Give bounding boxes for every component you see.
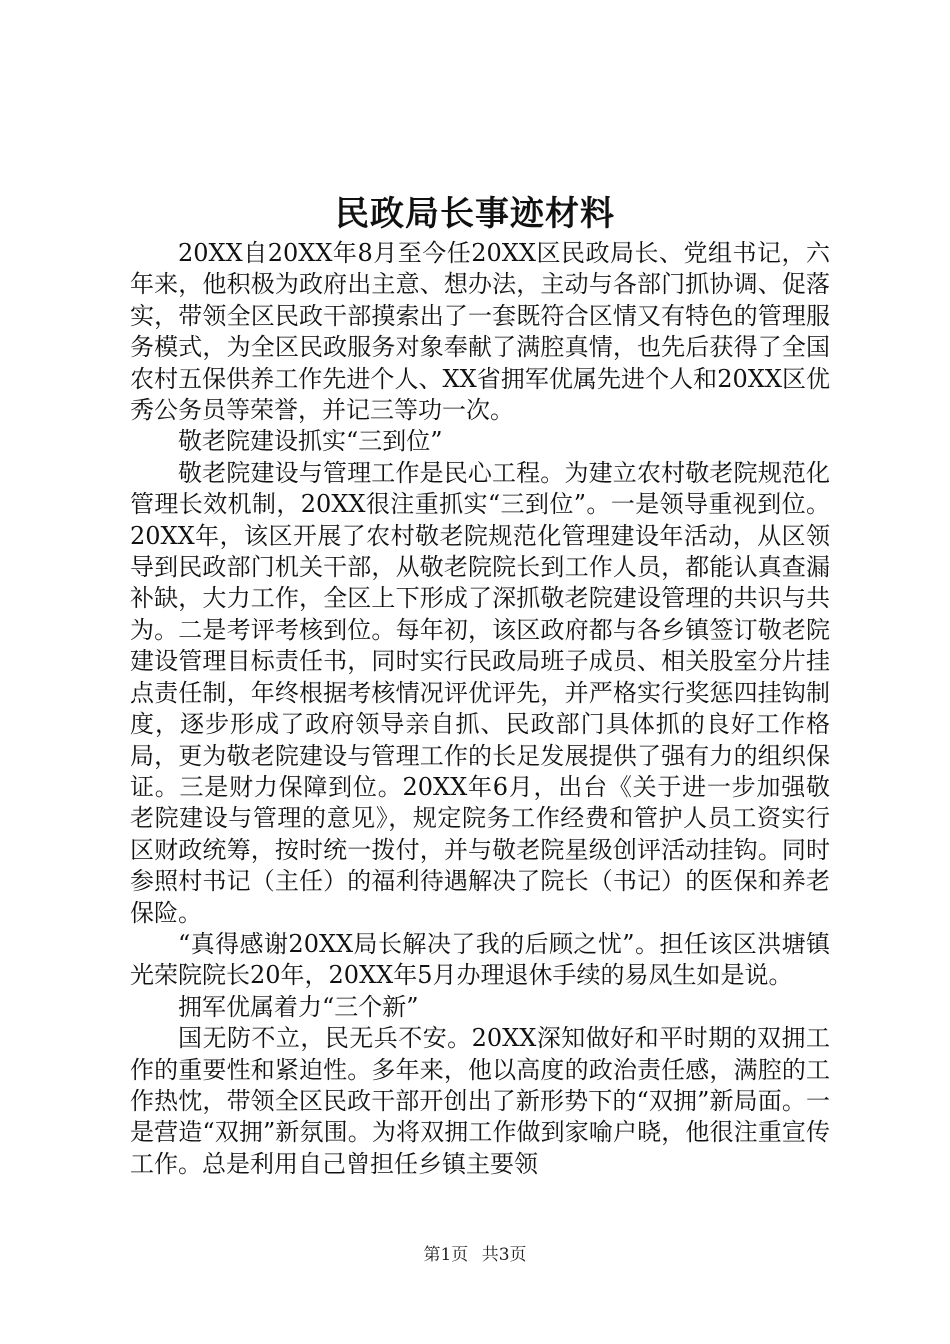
page-number: 第1页 — [423, 1245, 469, 1265]
page-footer — [0, 1240, 950, 1265]
paragraph-intro: 20XX自20XX年8月至今任20XX区民政局长、党组书记，六年来，他积极为政府出主意、想办法，主动与各部门抓协调、促落实，带领全区民政干部摸索出了一套既符合区情又有特色的管理服务模式，为全区民政服务对象奉献了满腔真情，也先后获得了全国农村五保供养工作先进个人、XX省拥军优属先进个人和20XX区优秀公务员等荣誉，并记三等功一次。 — [130, 239, 830, 425]
paragraph-military-support: 国无防不立，民无兵不安。20XX深知做好和平时期的双拥工作的重要性和紧迫性。多年来，他以高度的政治责任感，满腔的工作热忱，带领全区民政干部开创出了新形势下的“双拥”新局面。一是营造“双拥”新氛围。为将双拥工作做到家喻户晓，他很注重宣传工作。总是利用自己曾担任乡镇主要领 — [130, 1024, 830, 1178]
paragraph-elderly-home: 敬老院建设与管理工作是民心工程。为建立农村敬老院规范化管理长效机制，20XX很注重抓实“三到位”。一是领导重视到位。20XX年，该区开展了农村敬老院规范化管理建设年活动，从区领导到民政部门机关干部，从敬老院院长到工作人员，都能认真查漏补缺，大力工作，全区上下形成了深抓敬老院建设管理的共识与共为。二是考评考核到位。每年初，该区政府都与各乡镇签订敬老院建设管理目标责任书，同时实行民政局班子成员、相关股室分片挂点责任制，年终根据考核情况评优评先，并严格实行奖惩四挂钩制度，逐步形成了政府领导亲自抓、民政部门具体抓的良好工作格局，更为敬老院建设与管理工作的长足发展提供了强有力的组织保证。三是财力保障到位。20XX年6月，出台《关于进一步加强敬老院建设与管理的意见》，规定院务工作经费和管护人员工资实行区财政统筹，按时统一拨付，并与敬老院星级创评活动挂钩。同时参照村书记（主任）的福利待遇解决了院长（书记）的医保和养老保险。 — [130, 458, 830, 927]
document-title: 民政局长事迹材料 — [335, 194, 615, 234]
document-body — [130, 238, 830, 1180]
section-heading-military-support: 拥军优属着力“三个新” — [178, 992, 419, 1021]
section-heading-elderly-home: 敬老院建设抓实“三到位” — [178, 427, 443, 456]
page-total: 共3页 — [481, 1245, 527, 1265]
paragraph-quote: “真得感谢20XX局长解决了我的后顾之忧”。担任该区洪塘镇光荣院院长20年，20XX年5月办理退休手续的易凤生如是说。 — [130, 929, 830, 990]
